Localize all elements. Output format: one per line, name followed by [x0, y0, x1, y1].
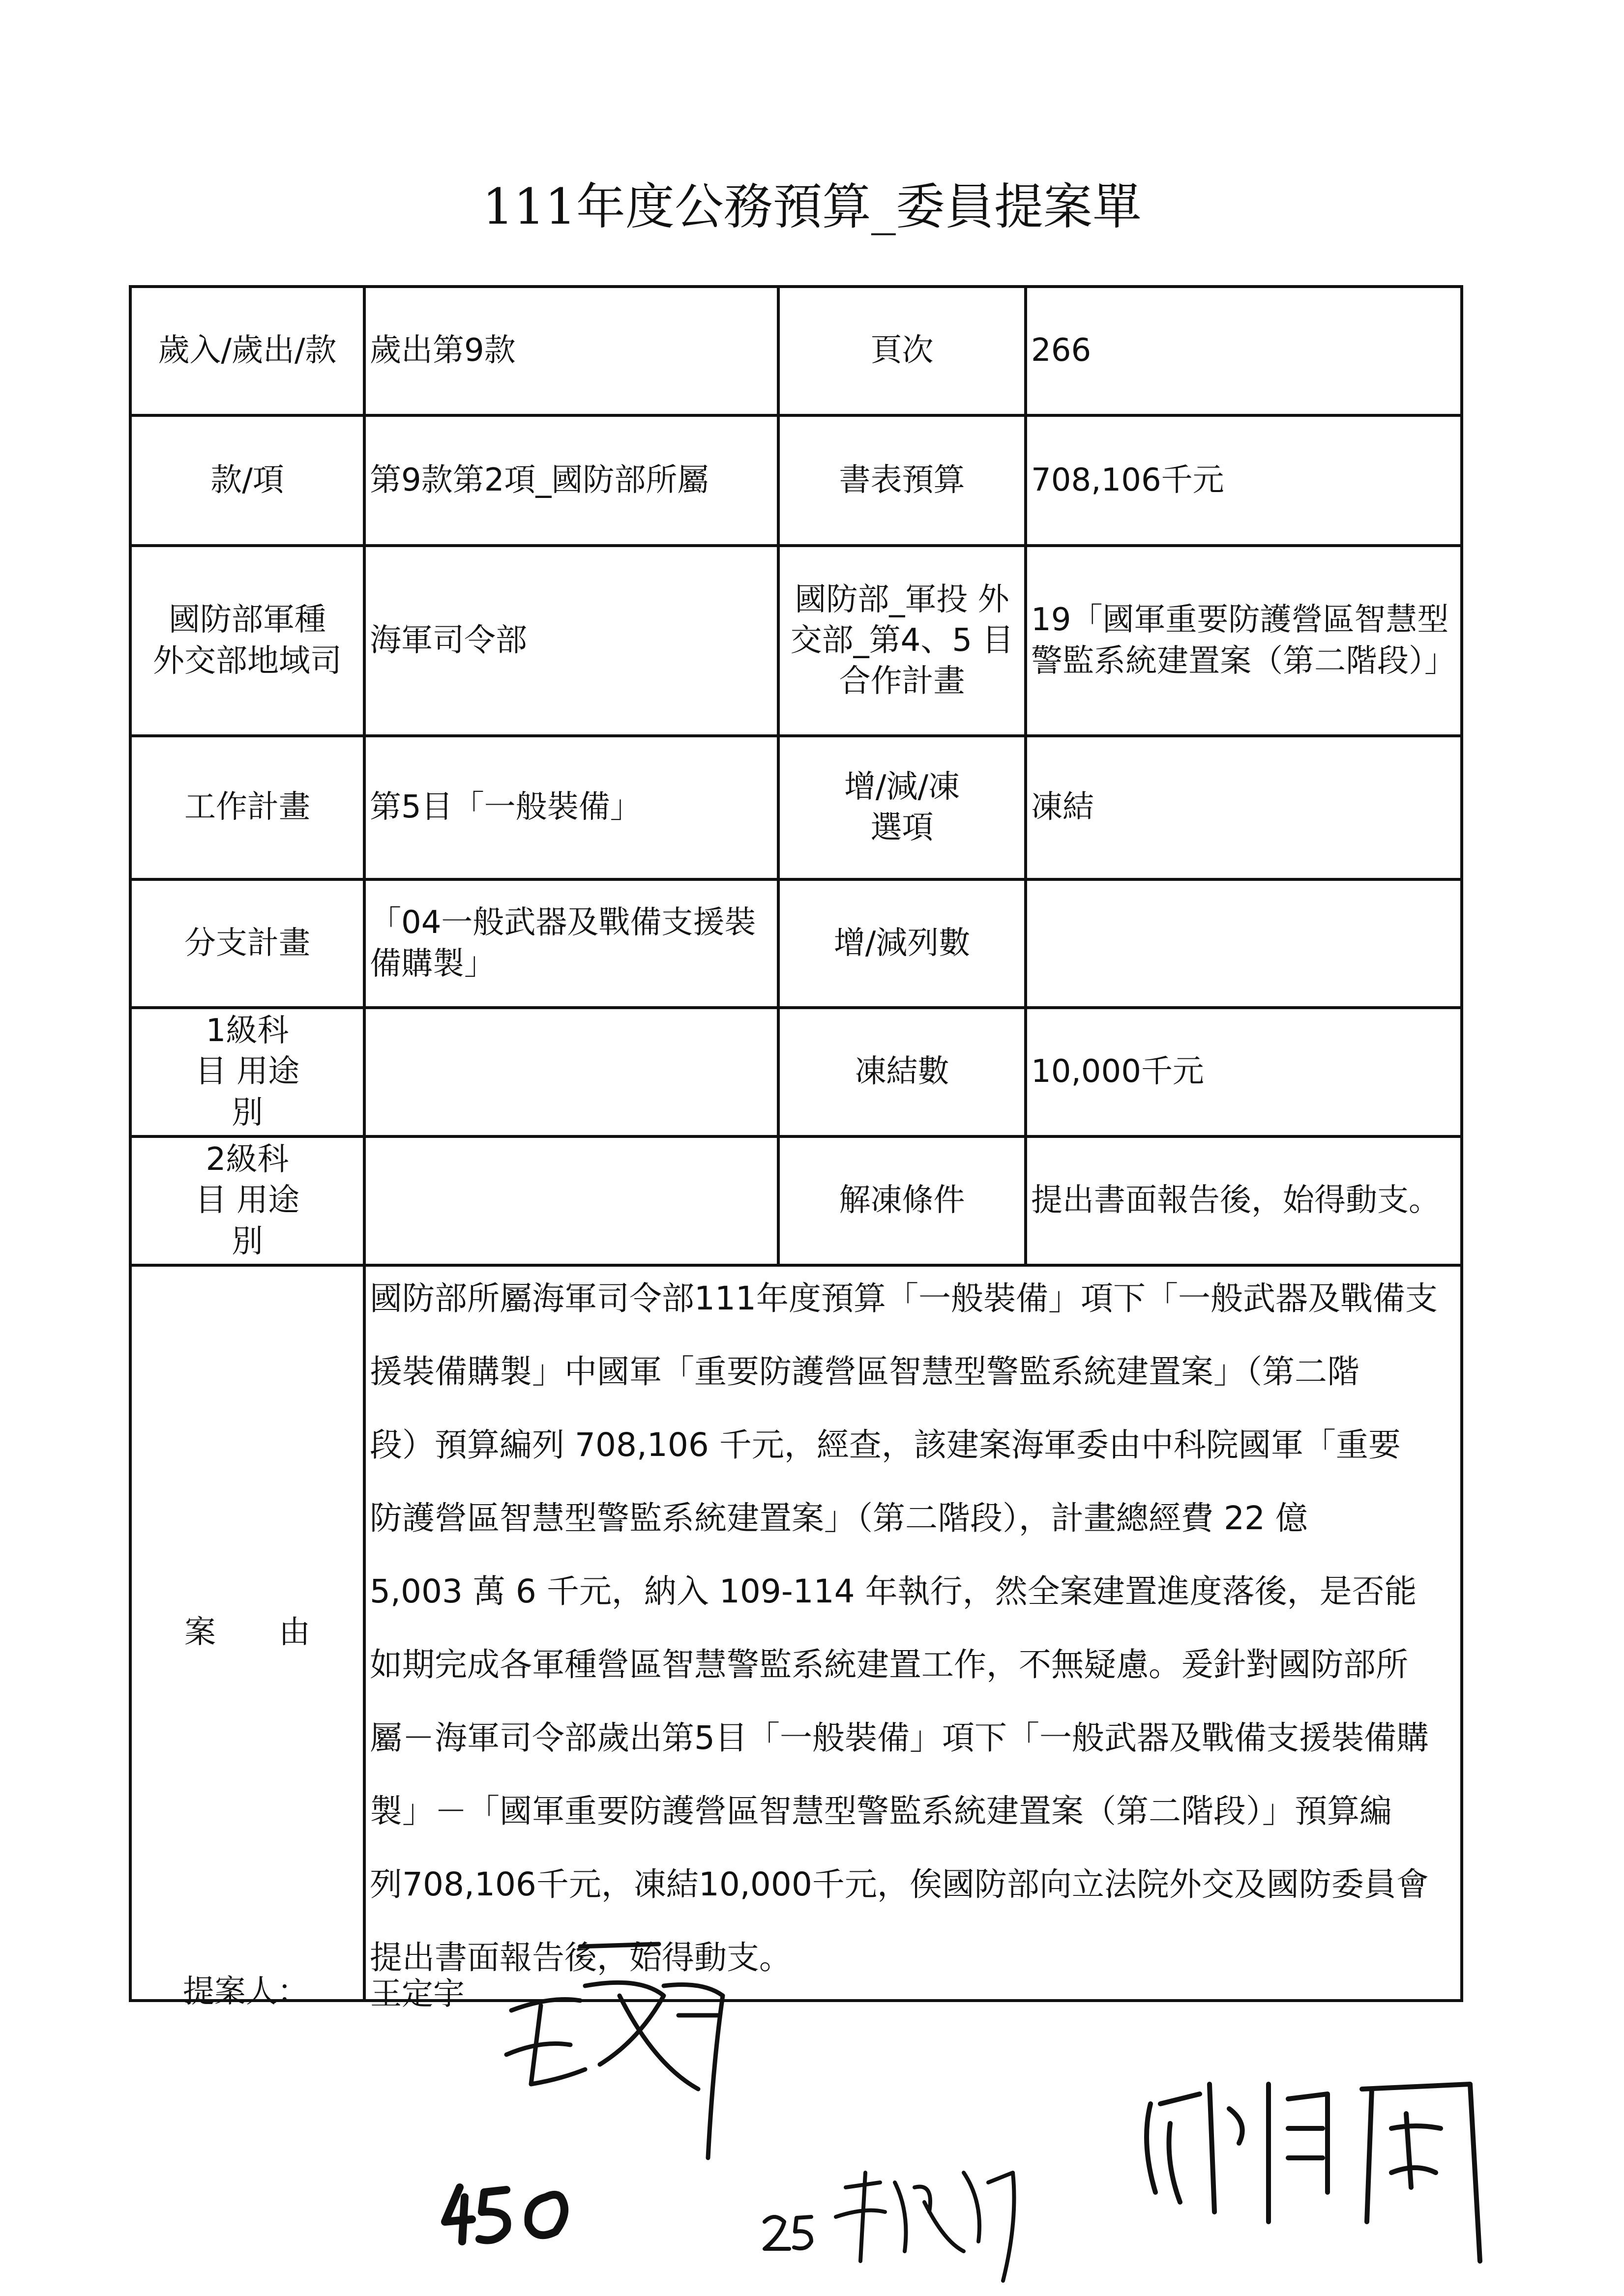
field-label: 國防部_軍投 外交部_第4、5 目合作計畫: [778, 546, 1026, 736]
reason-line: 屬－海軍司令部歲出第5目「一般裝備」項下「一般武器及戰備支援裝備購: [370, 1719, 1429, 1757]
reason-line: 提出書面報告後，始得動支。: [370, 1939, 792, 1976]
reason-line: 防護營區智慧型警監系統建置案」（第二階段），計畫總經費 22 億: [370, 1499, 1308, 1537]
proposer-name: 王定宇: [370, 1976, 465, 2012]
field-label: 增/減/凍 選項: [778, 736, 1026, 879]
signature-1: [506, 1944, 723, 2158]
field-label: 歲入/歲出/款: [130, 287, 364, 415]
field-label: 書表預算: [778, 415, 1026, 546]
reason-line: 如期完成各軍種營區智慧警監系統建置工作，不無疑慮。爰針對國防部所: [370, 1646, 1408, 1684]
reason-line: 援裝備購製」中國軍「重要防護營區智慧型警監系統建置案」（第二階: [370, 1353, 1359, 1391]
field-label: 工作計畫: [130, 736, 364, 879]
signature-2: [836, 2173, 1014, 2281]
field-value: 10,000千元: [1026, 1008, 1462, 1136]
field-label: 1級科目 用途別: [130, 1008, 364, 1136]
signature-3: [1147, 2084, 1480, 2261]
reason-line: 段）預算編列 708,106 千元，經查，該建案海軍委由中科院國軍「重要: [370, 1426, 1401, 1464]
field-label: 款/項: [130, 415, 364, 546]
field-label: 2級科目 用途別: [130, 1136, 364, 1265]
field-label: 增/減列數: [778, 879, 1026, 1008]
proposer-label: 提案人：: [183, 1974, 309, 2010]
field-value: 提出書面報告後，始得動支。: [1026, 1136, 1462, 1265]
field-value: 海軍司令部: [364, 546, 778, 736]
reason-line: 製」－「國軍重要防護營區智慧型警監系統建置案（第二階段）」預算編: [370, 1792, 1392, 1830]
handwritten-number-450: [445, 2187, 564, 2241]
handwritten-page-number-25: [765, 2217, 811, 2249]
field-value: 266: [1026, 287, 1462, 415]
page-title: 111年度公務預算_委員提案單: [482, 178, 1142, 235]
reason-line: 列708,106千元，凍結10,000千元，俟國防部向立法院外交及國防委員會: [370, 1865, 1429, 1903]
reason-label: 案 由: [130, 1265, 364, 2001]
field-label: 國防部軍種 外交部地域司: [130, 546, 364, 736]
reason-line: 國防部所屬海軍司令部111年度預算「一般裝備」項下「一般武器及戰備支: [370, 1279, 1438, 1317]
field-value: 第9款第2項_國防部所屬: [364, 415, 778, 546]
field-label: 解凍條件: [778, 1136, 1026, 1265]
field-label: 頁次: [778, 287, 1026, 415]
field-value: 歲出第9款: [364, 287, 778, 415]
field-label: 分支計畫: [130, 879, 364, 1008]
field-value: 「04一般武器及戰備支援裝備購製」: [364, 879, 778, 1008]
reason-line: 5,003 萬 6 千元，納入 109-114 年執行，然全案建置進度落後，是否能: [370, 1572, 1417, 1610]
field-value: 19「國軍重要防護營區智慧型警監系統建置案（第二階段）」: [1026, 546, 1462, 736]
field-value: 708,106千元: [1026, 415, 1462, 546]
field-value: 凍結: [1026, 736, 1462, 879]
field-label: 凍結數: [778, 1008, 1026, 1136]
field-value: 第5目「一般裝備」: [364, 736, 778, 879]
